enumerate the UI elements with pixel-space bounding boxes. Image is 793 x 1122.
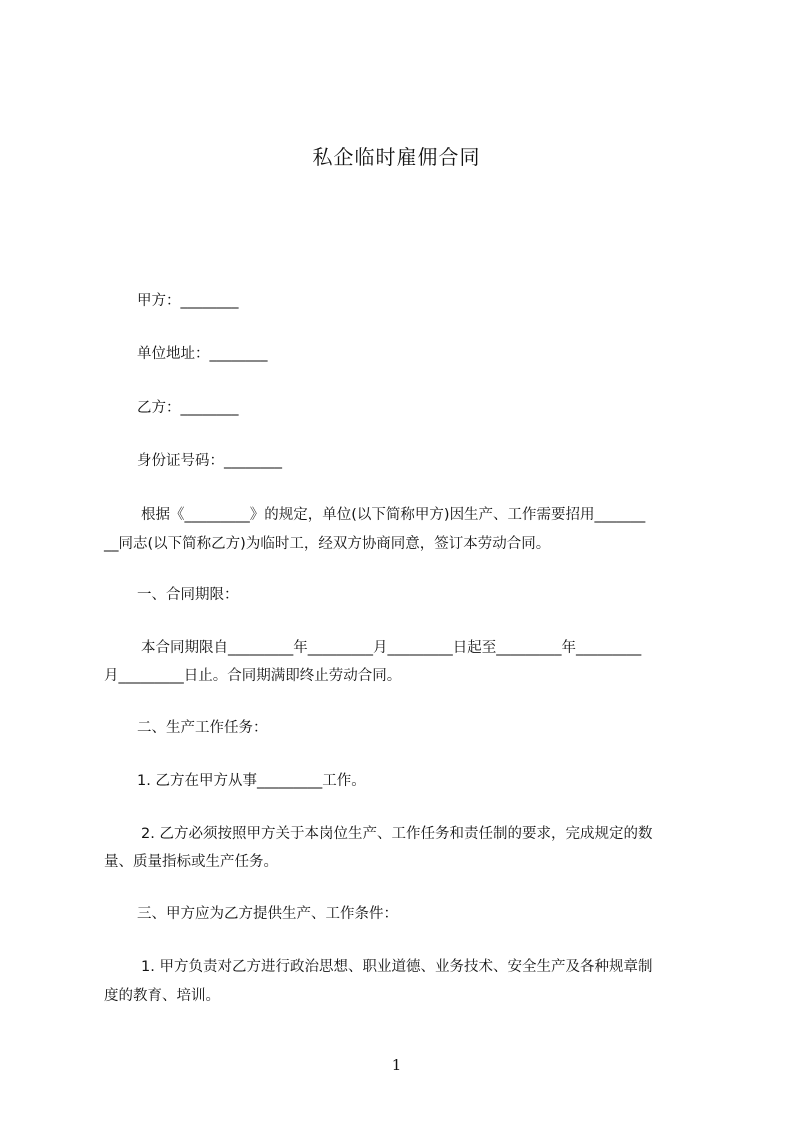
task-line-2b: 量、质量指标或生产任务。 (104, 854, 278, 870)
section-1-heading: 一、合同期限： (137, 587, 239, 603)
preamble-line-2: __同志(以下简称乙方)为临时工，经双方协商同意，签订本劳动合同。 (104, 536, 551, 552)
term-line-2: 月_________日止。合同期满即终止劳动合同。 (104, 668, 402, 684)
condition-line-1b: 度的教育、培训。 (104, 988, 220, 1004)
address-line: 单位地址：________ (137, 346, 268, 362)
id-number-line: 身份证号码：________ (137, 453, 282, 469)
condition-line-1a: 1. 甲方负责对乙方进行政治思想、职业道德、业务技术、安全生产及各种规章制 (141, 959, 653, 975)
preamble-line-1: 根据《_________》的规定，单位(以下简称甲方)因生产、工作需要招用_______ (141, 507, 646, 523)
term-line-1: 本合同期限自_________年_________月_________日起至_________年_________ (141, 640, 642, 656)
section-3-heading: 三、甲方应为乙方提供生产、工作条件： (137, 906, 398, 922)
document-title: 私企临时雇佣合同 (312, 145, 481, 169)
task-line-2a: 2. 乙方必须按照甲方关于本岗位生产、工作任务和责任制的要求，完成规定的数 (141, 826, 653, 842)
page-number: 1 (391, 1056, 402, 1074)
task-line-1: 1. 乙方在甲方从事_________工作。 (137, 773, 366, 789)
section-2-heading: 二、生产工作任务： (137, 720, 268, 736)
party-b-line: 乙方：________ (137, 400, 239, 416)
party-a-line: 甲方：________ (137, 293, 239, 309)
